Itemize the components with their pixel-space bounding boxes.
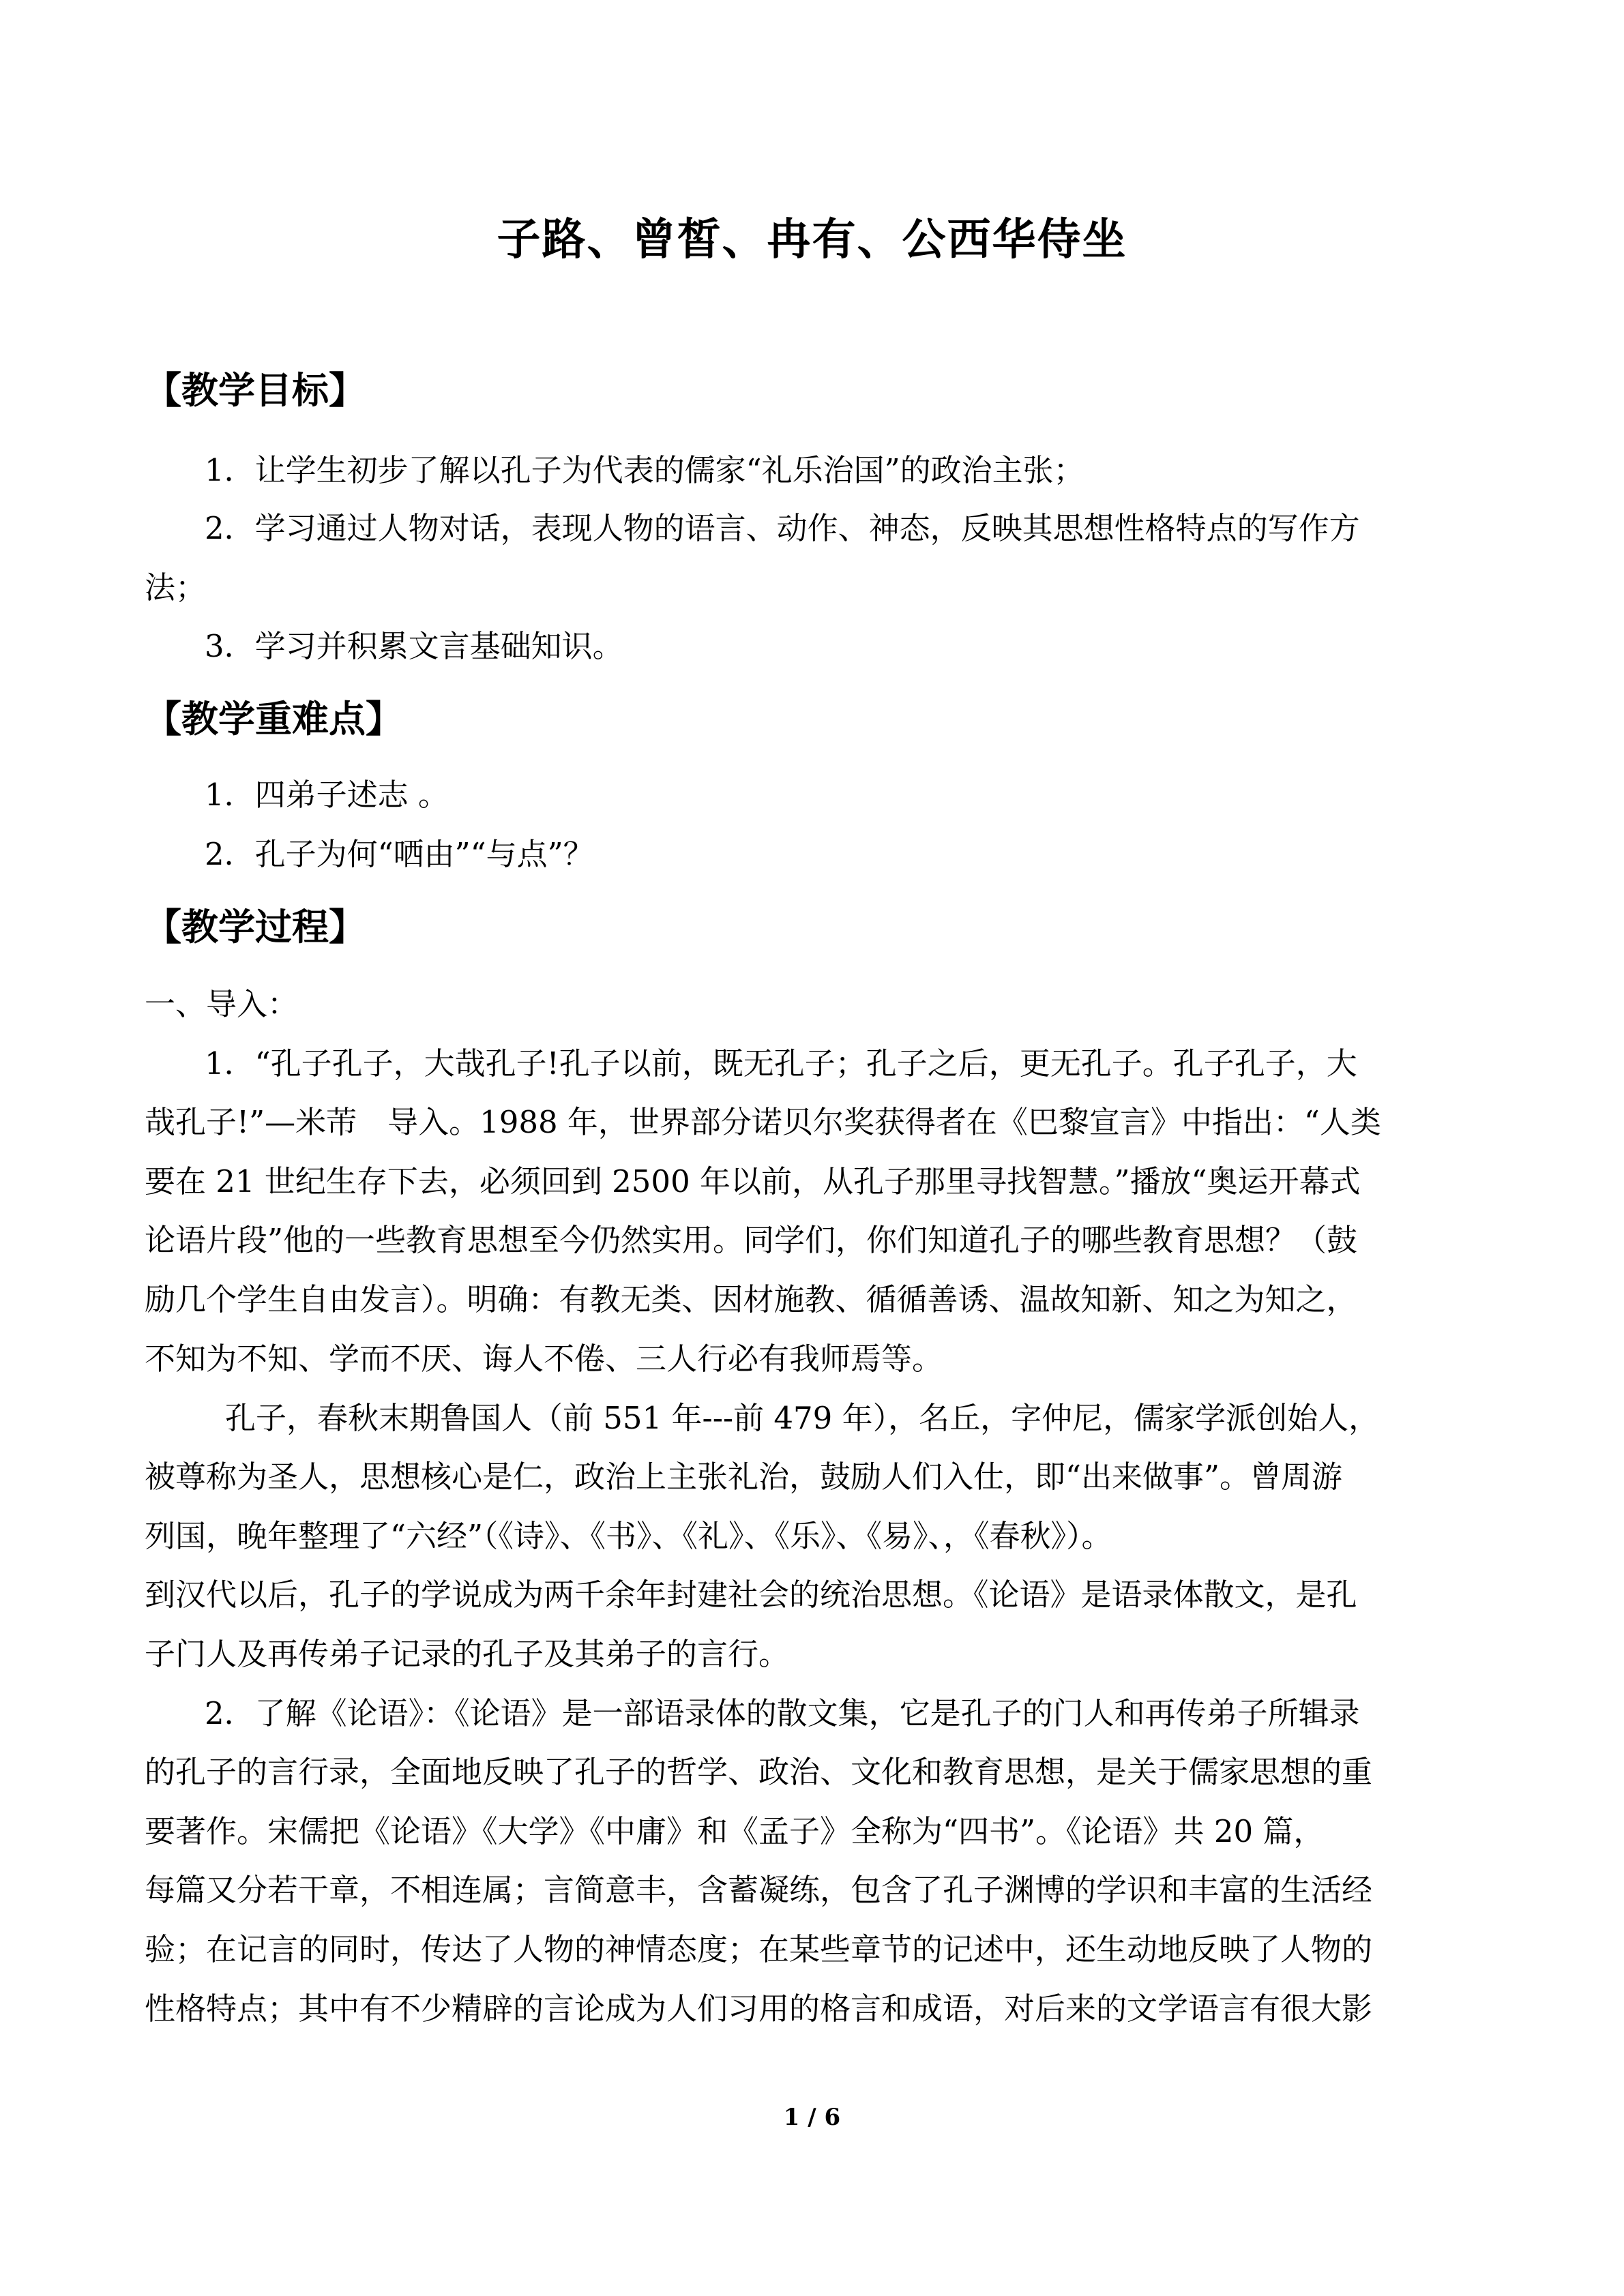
page-number: 1 / 6 [783,2104,841,2131]
objectives-line-2: 2．学习通过人物对话，表现人物的语言、动作、神态，反映其思想性格特点的写作方 [205,510,1360,546]
process-line-13: 2．了解《论语》：《论语》是一部语录体的散文集，它是孔子的门人和再传弟子所辑录 [205,1695,1360,1731]
objectives-line-4: 3．学习并积累文言基础知识。 [205,628,623,664]
process-line-16: 每篇又分若干章，不相连属；言简意丰，含蓄凝练，包含了孔子渊博的学识和丰富的生活经 [145,1872,1373,1908]
process-line-18: 性格特点；其中有不少精辟的言论成为人们习用的格言和成语，对后来的文学语言有很大影 [145,1991,1373,2027]
section-heading-key-points: 【教学重难点】 [145,697,402,741]
key-points-line-2: 2．孔子为何“哂由”“与点”？ [205,836,594,872]
process-line-5: 论语片段”他的一些教育思想至今仍然实用。同学们，你们知道孔子的哪些教育思想？（鼓 [145,1222,1358,1258]
process-line-7: 不知为不知、学而不厌、诲人不倦、三人行必有我师焉等。 [145,1341,943,1377]
process-line-4: 要在 21 世纪生存下去，必须回到 2500 年以前，从孔子那里寻找智慧。”播放“奥运开幕式 [145,1163,1361,1199]
process-line-8: 孔子，春秋末期鲁国人（前 551 年---前 479 年），名丘，字仲尼，儒家学派创始人， [225,1400,1380,1436]
objectives-line-1: 1．让学生初步了解以孔子为代表的儒家“礼乐治国”的政治主张； [205,452,1084,488]
process-line-17: 验；在记言的同时，传达了人物的神情态度；在某些章节的记述中，还生动地反映了人物的 [145,1931,1373,1967]
section-heading-process: 【教学过程】 [145,905,366,949]
objectives-line-3: 法； [145,569,207,606]
process-line-2: 1．“孔子孔子，大哉孔子!孔子以前，既无孔子；孔子之后，更无孔子。孔子孔子，大 [205,1045,1357,1082]
process-line-14: 的孔子的言行录，全面地反映了孔子的哲学、政治、文化和教育思想，是关于儒家思想的重 [145,1754,1373,1790]
process-line-1: 一、导入： [145,986,299,1022]
document-title: 子路、曾皙、冉有、公西华侍坐 [497,214,1127,265]
process-line-11: 到汉代以后，孔子的学说成为两千余年封建社会的统治思想。《论语》是语录体散文，是孔 [145,1577,1357,1613]
section-heading-objectives: 【教学目标】 [145,368,366,412]
process-line-6: 励几个学生自由发言）。明确：有教无类、因材施教、循循善诱、温故知新、知之为知之， [145,1281,1357,1317]
process-line-9: 被尊称为圣人，思想核心是仁，政治上主张礼治，鼓励人们入仕，即“出来做事”。曾周游 [145,1459,1343,1495]
process-line-10: 列国，晚年整理了“六经”（《诗》、《书》、《礼》、《乐》、《易》、，《春秋》）。 [145,1518,1112,1554]
process-line-3: 哉孔子!”—米芾 导入。1988 年，世界部分诺贝尔奖获得者在《巴黎宣言》中指出：“人类 [145,1104,1381,1140]
process-line-12: 子门人及再传弟子记录的孔子及其弟子的言行。 [145,1636,790,1672]
key-points-line-1: 1．四弟子述志 。 [205,777,449,813]
process-line-15: 要著作。宋儒把《论语》《大学》《中庸》和《孟子》全称为“四书”。《论语》共 20 篇， [145,1813,1325,1849]
